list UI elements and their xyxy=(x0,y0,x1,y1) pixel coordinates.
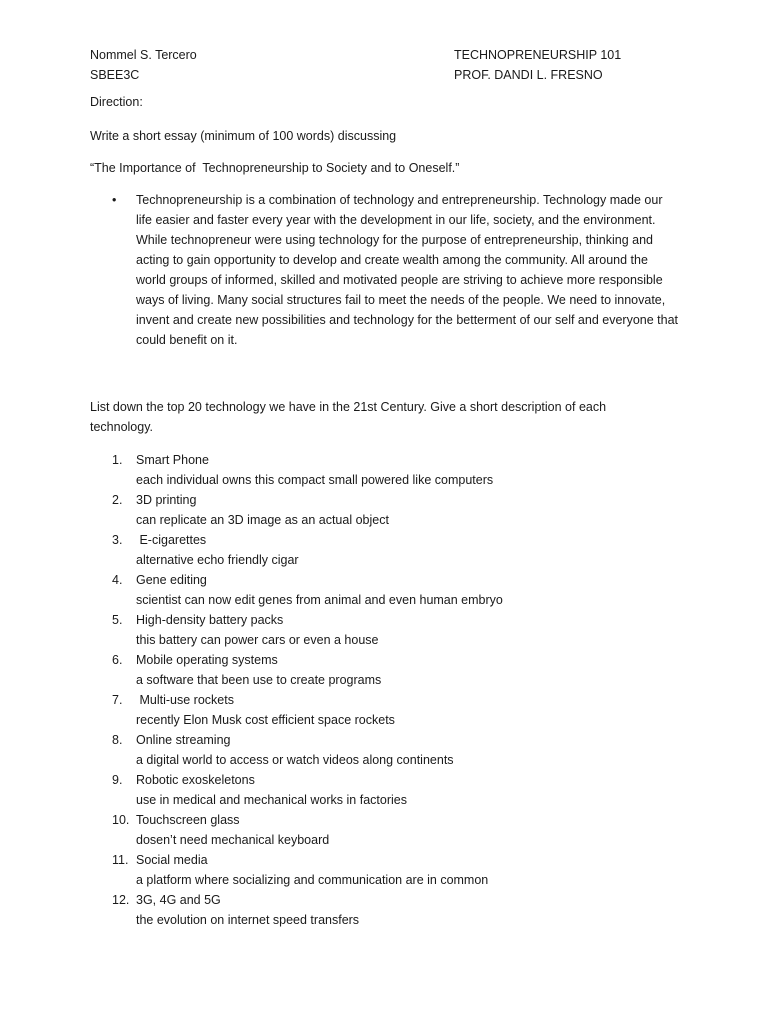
item-number: 7. xyxy=(112,693,123,707)
item-number: 8. xyxy=(112,733,123,747)
item-description: scientist can now edit genes from animal and even human embryo xyxy=(136,593,503,607)
item-title: E-cigarettes xyxy=(136,533,207,547)
essay-title: “The Importance of Technopreneurship to Society and to Oneself.” xyxy=(90,161,460,175)
item-title: 3D printing xyxy=(136,493,197,507)
professor-name: PROF. DANDI L. FRESNO xyxy=(454,68,603,82)
item-description: recently Elon Musk cost efficient space rockets xyxy=(136,713,395,727)
item-number: 12. xyxy=(112,893,130,907)
section: SBEE3C xyxy=(90,68,140,82)
student-name: Nommel S. Tercero xyxy=(90,48,197,62)
item-number: 9. xyxy=(112,773,123,787)
item-description: a software that been use to create programs xyxy=(136,673,382,687)
item-title: High-density battery packs xyxy=(136,613,284,627)
item-description: use in medical and mechanical works in factories xyxy=(136,793,407,807)
item-title: Smart Phone xyxy=(136,453,209,467)
item-number: 6. xyxy=(112,653,123,667)
bullet-marker: • xyxy=(112,193,117,207)
item-title: Multi-use rockets xyxy=(136,693,234,707)
item-number: 10. xyxy=(112,813,130,827)
item-title: Mobile operating systems xyxy=(136,653,278,667)
item-description: the evolution on internet speed transfers xyxy=(136,913,360,927)
item-title: Robotic exoskeletons xyxy=(136,773,255,787)
item-number: 4. xyxy=(112,573,123,587)
item-number: 3. xyxy=(112,533,123,547)
item-title: Gene editing xyxy=(136,573,207,587)
item-description: can replicate an 3D image as an actual object xyxy=(136,513,389,527)
item-number: 11. xyxy=(112,853,129,867)
essay-paragraph: Technopreneurship is a combination of technology and entrepreneurship. Technology made our life easier and faster every year with the development in our life, society, and the environment. While technopreneur were using technology for the purpose of entrepreneurship, thinking and acting to gain opportunity to develop and create wealth among the community. All around the world groups of informed, skilled and motivated people are striving to achieve more responsible ways of living. Many social structures fail to meet the needs of the people. We need to innovate, invent and create new possibilities and technology for the betterment of our self and everyone that could benefit on it. xyxy=(136,193,678,347)
item-title: 3G, 4G and 5G xyxy=(136,893,221,907)
item-number: 5. xyxy=(112,613,123,627)
item-number: 1. xyxy=(112,453,123,467)
task-1-instruction: Write a short essay (minimum of 100 words) discussing xyxy=(90,129,397,143)
item-description: alternative echo friendly cigar xyxy=(136,553,299,567)
item-description: this battery can power cars or even a house xyxy=(136,633,379,647)
item-title: Touchscreen glass xyxy=(136,813,240,827)
item-number: 2. xyxy=(112,493,123,507)
direction-label: Direction: xyxy=(90,95,143,109)
item-title: Social media xyxy=(136,853,208,867)
item-description: dosen’t need mechanical keyboard xyxy=(136,833,330,847)
task-2-instruction: List down the top 20 technology we have in the 21st Century. Give a short description of each technology. xyxy=(90,400,607,434)
course-title: TECHNOPRENEURSHIP 101 xyxy=(454,48,622,62)
item-description: each individual owns this compact small powered like computers xyxy=(136,473,494,487)
item-description: a digital world to access or watch videos along continents xyxy=(136,753,454,767)
item-description: a platform where socializing and communication are in common xyxy=(136,873,489,887)
item-title: Online streaming xyxy=(136,733,231,747)
